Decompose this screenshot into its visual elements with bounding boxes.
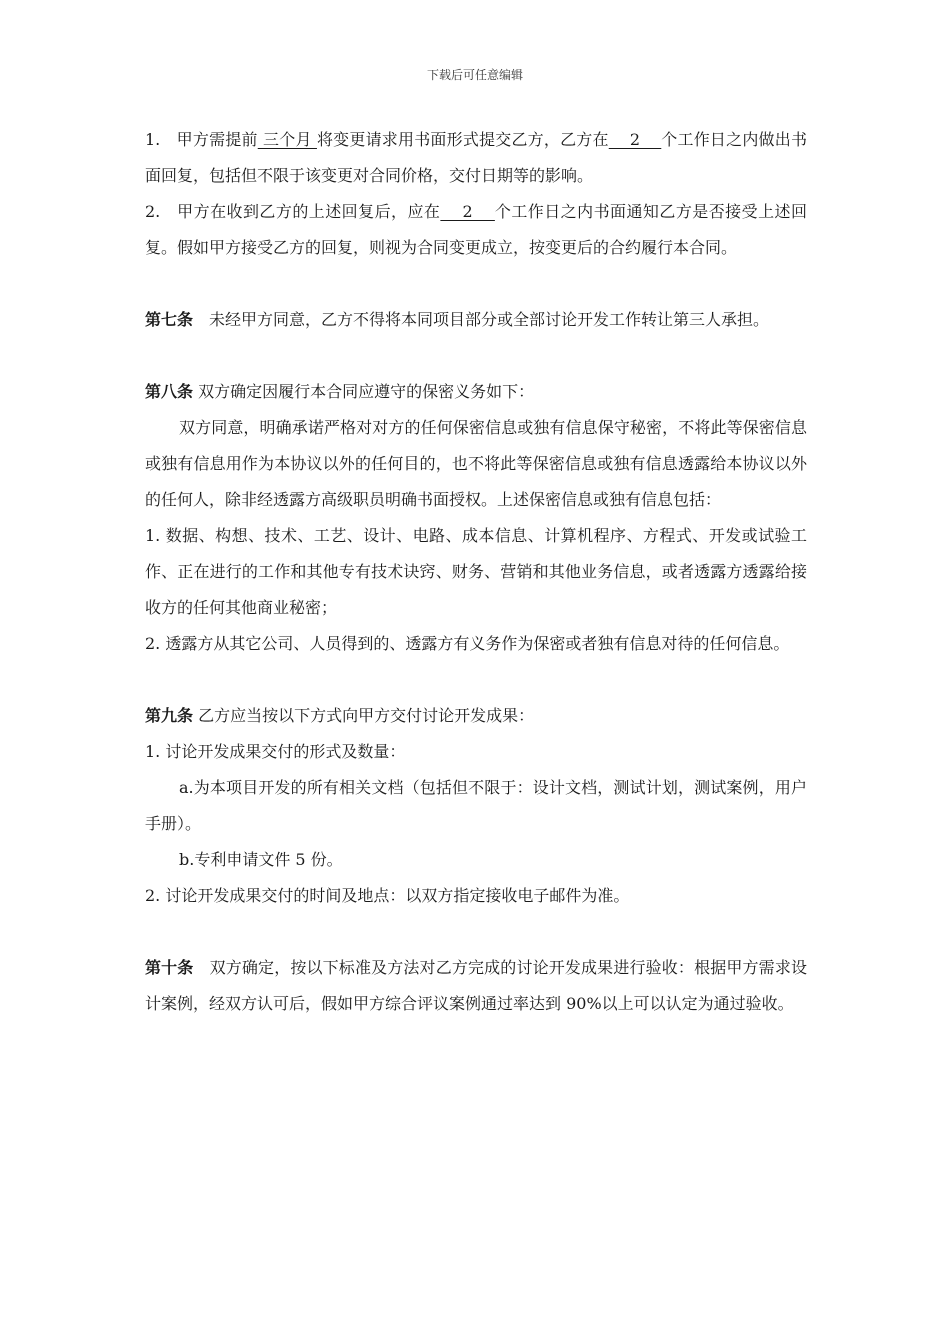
clause-1-text: 1. 甲方需提前 — [145, 130, 258, 149]
clause-1 — [145, 122, 807, 194]
page-header: 下载后可任意编辑 — [426, 68, 523, 82]
article-7-title: 第七条 — [145, 310, 194, 329]
article-9-item-2: 2. 讨论开发成果交付的时间及地点：以双方指定接收电子邮件为准。 — [145, 886, 630, 905]
article-8 — [145, 374, 807, 410]
notice-period-field: 三个月 — [257, 130, 317, 149]
article-9 — [145, 698, 807, 734]
clause-1-text: 将变更请求用书面形式提交乙方，乙方在 — [316, 130, 609, 149]
clause-2-text: 个工作日之内书面通知乙方是否接受上述回复。假如甲方接受乙方的回复，则视为合同变更成立，按变更后的合约履行本合同。 — [145, 202, 807, 257]
article-9-title: 第九条 — [145, 706, 194, 725]
article-10-title: 第十条 — [145, 958, 194, 977]
article-9-text: 乙方应当按以下方式向甲方交付讨论开发成果： — [198, 706, 535, 725]
clause-1-text: 个工作日之内做出书面回复，包括但不限于该变更对合同价格，交付日期等的影响。 — [145, 130, 807, 185]
article-10-text: 双方确定，按以下标准及方法对乙方完成的讨论开发成果进行验收：根据甲方需求设计案例，经双方认可后，假如甲方综合评议案例通过率达到 90%以上可以认定为通过验收。 — [145, 958, 807, 1013]
article-8-text: 双方确定因履行本合同应遵守的保密义务如下： — [198, 382, 535, 401]
article-9-item-1: 1. 讨论开发成果交付的形式及数量： — [145, 742, 406, 761]
article-10 — [145, 950, 807, 1022]
document-body — [145, 122, 807, 1022]
notify-days-field: 2 — [440, 202, 495, 221]
article-7-text: 未经甲方同意，乙方不得将本同项目部分或全部讨论开发工作转让第三人承担。 — [193, 310, 770, 329]
article-7 — [145, 302, 807, 338]
article-9-item-a: a.为本项目开发的所有相关文档（包括但不限于：设计文档，测试计划，测试案例，用户手册）。 — [145, 778, 807, 833]
article-8-item-2: 2. 透露方从其它公司、人员得到的、透露方有义务作为保密或者独有信息对待的任何信息。 — [145, 634, 790, 653]
reply-days-field: 2 — [608, 130, 662, 149]
article-8-paragraph: 双方同意，明确承诺严格对对方的任何保密信息或独有信息保守秘密，不将此等保密信息或独有信息用作为本协议以外的任何目的，也不将此等保密信息或独有信息透露给本协议以外的任何人，除非经透露方高级职员明确书面授权。上述保密信息或独有信息包括： — [145, 418, 807, 509]
clause-2 — [145, 194, 807, 266]
article-9-item-b: b.专利申请文件 5 份。 — [179, 850, 343, 869]
article-8-item-1: 1. 数据、构想、技术、工艺、设计、电路、成本信息、计算机程序、方程式、开发或试验工作、正在进行的工作和其他专有技术诀窍、财务、营销和其他业务信息，或者透露方透露给接收方的任何其他商业秘密； — [145, 526, 807, 617]
clause-2-text: 2. 甲方在收到乙方的上述回复后，应在 — [145, 202, 441, 221]
article-8-title: 第八条 — [145, 382, 194, 401]
